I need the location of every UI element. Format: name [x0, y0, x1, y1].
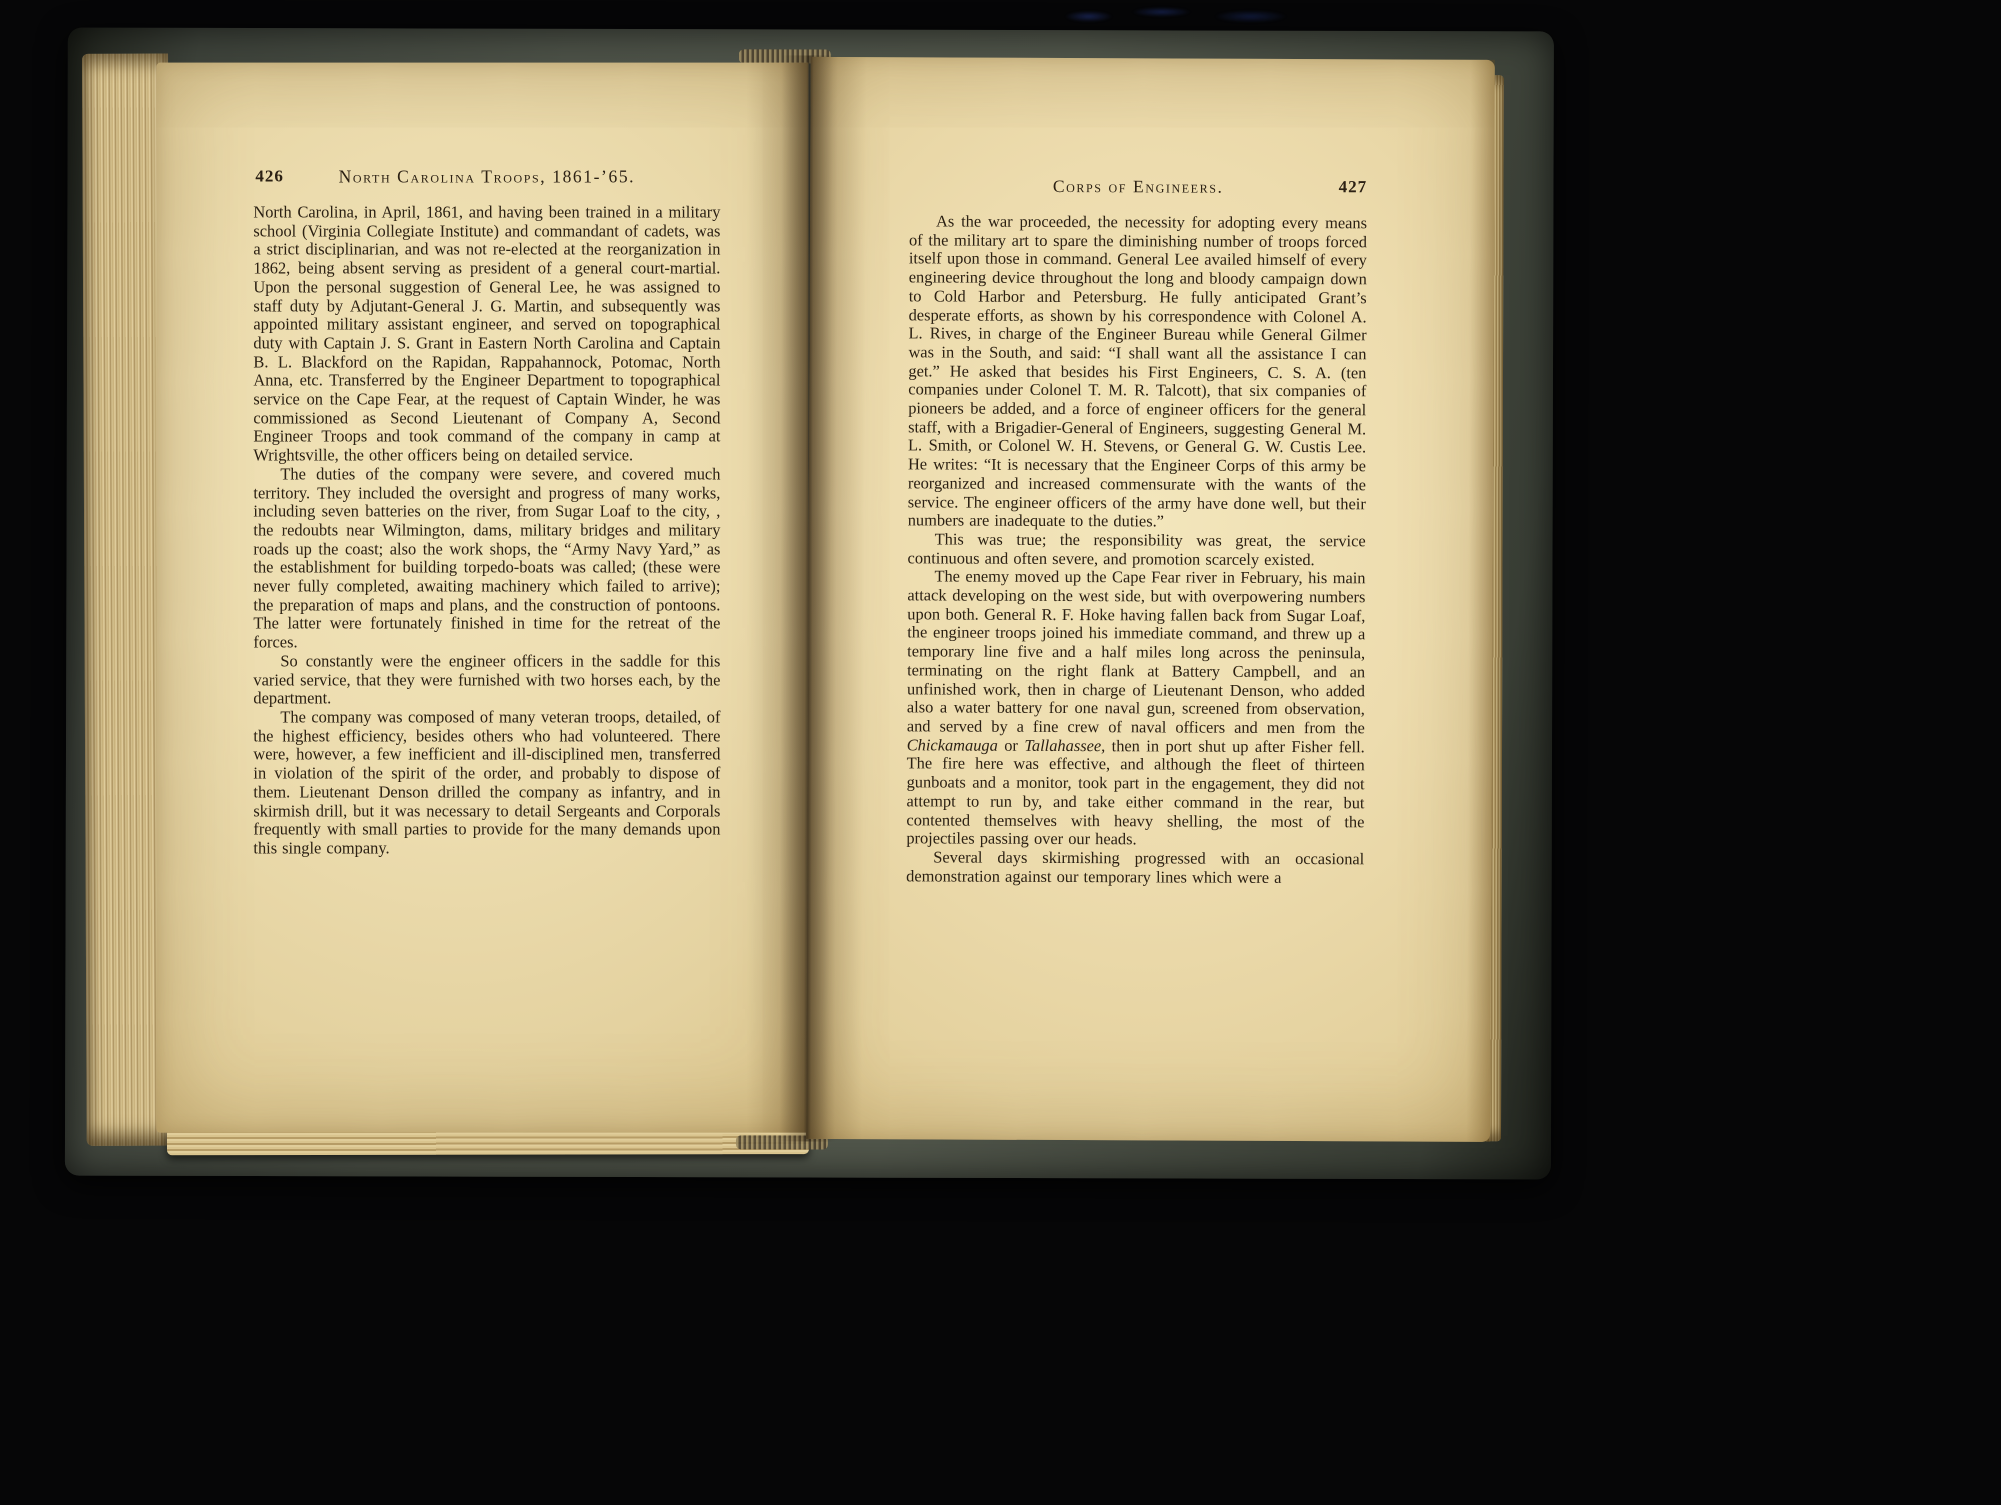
right-page-content [906, 175, 1367, 887]
left-running-title: North Carolina Troops, 1861-’65. [338, 166, 636, 187]
text-run: Several days skirmishing progressed with an occasional demonstration against our temporary lines which were a [906, 847, 1365, 887]
text-run: The duties of the company were severe, and covered much territory. They included the oversight and progress of many works, including seven batteries on the river, from Sugar Loaf to the city, , the redoubts near Wilmington, dams, military bridges and military roads up the coast; also the work shops, the “Army Navy Yard,” as the establishment for building torpedo-boats was called; (these were never fully completed, awaiting machinery which failed to arrive); the preparation of maps and plans, and the construction of pontoons. The latter were fortunately finished in time for the retreat of the forces. [253, 464, 721, 652]
paragraph [908, 212, 1367, 532]
text-run: or [997, 735, 1025, 755]
left-page-content [253, 167, 720, 859]
right-running-title: Corps of Engineers. [1052, 175, 1224, 197]
left-page [156, 63, 808, 1133]
paragraph [906, 568, 1365, 851]
right-page [806, 57, 1495, 1142]
right-page-header [909, 175, 1367, 201]
italic-text-run: Chickamauga [906, 735, 998, 755]
text-run: So constantly were the engineer officers in the saddle for this varied service, that they were furnished with two horses each, by the department. [253, 651, 721, 708]
right-page-text [906, 212, 1367, 887]
paragraph [906, 848, 1364, 887]
right-page-number: 427 [1338, 177, 1368, 197]
paragraph [908, 530, 1366, 569]
paragraph [253, 204, 720, 466]
paragraph [253, 465, 720, 652]
text-run: The company was composed of many veteran troops, detailed, of the highest efficiency, besides others who had volunteered. There were, however, a few inefficient and ill-disciplined men, transferred in violation of the spirit of the order, and probably to dispose of them. Lieutenant Denson drilled the company as infantry, and in skirmish drill, but it was necessary to detail Sergeants and Corporals frequently with small parties to provide for the many demands upon this single company. [253, 707, 721, 858]
text-run: The enemy moved up the Cape Fear river in February, his main attack developing on the west side, but with overpowering numbers upon both. General R. F. Hoke having fallen back from Sugar Loaf, the engineer troops joined his immediate command, and threw up a temporary line five and a half miles long across the peninsula, terminating on the right flank at Battery Campbell, and an unfinished work, then in charge of Lieutenant Denson, who added also a water battery for one naval gun, screened from observation, and served by a fine crew of naval officers and men from the [906, 566, 1366, 738]
left-page-header [253, 167, 720, 191]
text-run: As the war proceeded, the necessity for adopting every means of the military art to spare the diminishing number of troops forced itself upon those in command. General Lee availed himself of every engineering device throughout the long and bloody campaign down to Cold Harbor and Petersburg. He fully anticipated Grant’s desperate efforts, as shown by his correspondence with Colonel A. L. Rives, in charge of the Engineer Bureau while General Gilmer was in the South, and said: “I shall want all the assistance I can get.” He asked that besides his First Engineers, C. S. A. (ten companies under Colonel T. M. R. Talcott), that six companies of pioneers be added, and a force of engineer officers for the general staff, with a Brigadier-General of Engineers, suggesting General M. L. Smith, or Colonel W. H. Stevens, or General G. W. Custis Lee. He writes: “It is necessary that the Engineer Corps of this army be reorganized and increased commensurate with the wants of the service. The engineer officers of the army have done well, but their numbers are inadequate to the duties.” [907, 211, 1368, 531]
text-run: North Carolina, in April, 1861, and having been trained in a military school (Virginia Collegiate Institute) and commandant of cadets, was a strict disciplinarian, and was not re-elected at the reorganization in 1862, being absent serving as president of a general court-martial. Upon the personal suggestion of General Lee, he was assigned to staff duty by Adjutant-General J. G. Martin, and subsequently was appointed military assistant engineer, and served on topographical duty with Captain J. S. Grant in Eastern North Carolina and Captain B. L. Blackford on the Rapidan, Rappahannock, Potomac, North Anna, etc. Transferred by the Engineer Department to topographical service on the Cape Fear, at the request of Captain Winder, he was commissioned as Second Lieutenant of Company A, Second Engineer Troops and took command of the company in camp at Wrightsville, the other officers being on detailed service. [253, 202, 721, 465]
text-run: This was true; the responsibility was great, the service continuous and often severe, and promotion scarcely existed. [907, 529, 1366, 569]
left-page-number: 426 [255, 166, 284, 186]
paragraph [253, 709, 720, 859]
paragraph [253, 653, 720, 709]
left-page-text [253, 204, 720, 859]
text-run: then in port shut up after Fisher fell. The fire here was effective, and although the fleet of thirteen gunboats and a monitor, took part in the engagement, they did not attempt to run by, and take either command in the rear, but contented themselves with heavy shelling, the most of the projectiles passing over our heads. [906, 735, 1365, 849]
italic-text-run: Tallahassee, [1024, 735, 1106, 755]
